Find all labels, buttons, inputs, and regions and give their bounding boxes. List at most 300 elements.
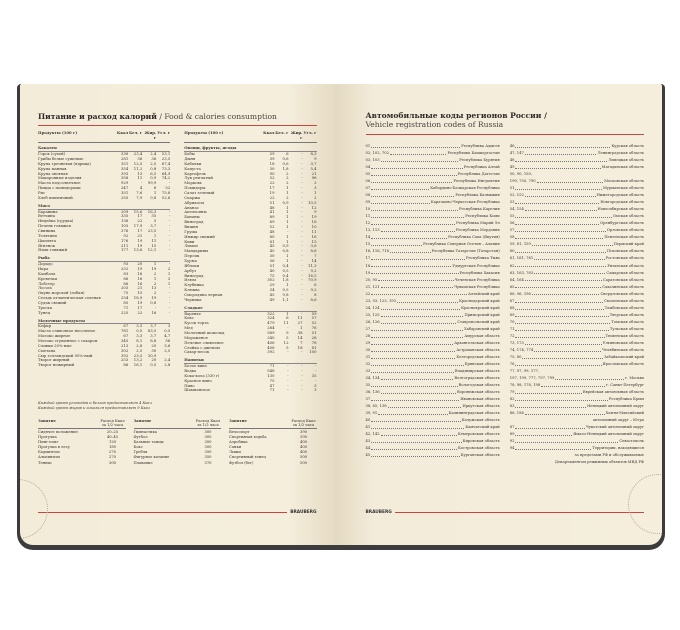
table-header bbox=[38, 131, 170, 143]
food-value: 51 bbox=[269, 199, 275, 205]
region-code-row bbox=[366, 403, 500, 410]
region-code-row bbox=[366, 284, 500, 291]
food-value: 336 bbox=[121, 151, 129, 157]
region-name: Ростовская область bbox=[605, 256, 644, 261]
activity-name: Спортивная ходьба bbox=[229, 434, 267, 439]
leader-dots bbox=[371, 224, 455, 225]
food-value: 9 bbox=[314, 209, 317, 215]
food-name: Крупа гречневая (ядрица) bbox=[38, 160, 91, 166]
food-value: - bbox=[301, 253, 303, 259]
food-value: 0,4 bbox=[282, 262, 289, 268]
food-value: 22 bbox=[137, 309, 143, 315]
food-value: - bbox=[301, 262, 303, 268]
region-name: Республика Дагестан bbox=[457, 172, 500, 177]
food-name: Мороженое bbox=[184, 334, 208, 340]
food-value: 45 bbox=[269, 248, 275, 254]
food-value: 36 bbox=[137, 155, 143, 161]
brauberg-logo: BRAUBERG bbox=[365, 509, 392, 515]
food-name: Молоко жирное bbox=[38, 333, 71, 339]
food-value: - bbox=[301, 272, 303, 278]
food-value: - bbox=[301, 387, 303, 393]
region-name: Еврейская автономная область bbox=[582, 390, 644, 395]
food-value: 6 bbox=[286, 315, 289, 321]
leader-dots bbox=[534, 259, 605, 260]
leader-dots bbox=[381, 379, 454, 380]
food-value: 51 bbox=[269, 262, 275, 268]
section-heading: Бакалея bbox=[38, 146, 170, 152]
table-header bbox=[184, 131, 316, 143]
food-value: 99,9 bbox=[147, 180, 157, 186]
food-value: - bbox=[287, 349, 289, 355]
region-name: Саратовская область bbox=[602, 277, 644, 282]
region-name: г. Санкт-Петербург bbox=[605, 383, 644, 388]
food-name: Яблоки bbox=[184, 262, 200, 268]
activity-name: Гребля bbox=[133, 450, 148, 455]
activity-kcal: 500 bbox=[299, 460, 308, 465]
food-value: 67 bbox=[123, 333, 129, 339]
food-value: 209 bbox=[121, 208, 129, 214]
leader-dots bbox=[525, 414, 605, 415]
food-name: Клубника bbox=[184, 282, 204, 288]
food-name: Мандарины bbox=[184, 248, 209, 254]
column-header: Продукты (100 г) bbox=[184, 130, 224, 136]
food-name: Варенье bbox=[184, 310, 201, 316]
column-header: Бел. г bbox=[275, 130, 289, 136]
food-value: 70,9 bbox=[308, 277, 317, 283]
food-value: 0,5 bbox=[136, 328, 143, 334]
food-value: 9,2 bbox=[310, 267, 317, 273]
food-value: 36 bbox=[151, 155, 157, 161]
region-code-row bbox=[366, 178, 500, 185]
food-value: 3,6 bbox=[310, 243, 317, 249]
region-name: Ханты-Мансийский bbox=[605, 411, 644, 416]
region-name: Республика Башкортостан bbox=[447, 151, 500, 155]
food-name: Цыплята bbox=[38, 237, 57, 243]
region-code-row bbox=[510, 319, 644, 326]
region-name: Кабардино-Балкарская Республика bbox=[430, 186, 500, 191]
food-value: - bbox=[301, 204, 303, 210]
food-name: Сахар-песок bbox=[184, 349, 210, 355]
food-value: - bbox=[301, 209, 303, 215]
food-name: Бананы bbox=[184, 214, 200, 220]
food-name: Кока-кола (330 г) bbox=[184, 372, 220, 378]
food-value: 2,5 bbox=[136, 347, 143, 353]
food-name: Грибы белые сушеные bbox=[38, 155, 84, 161]
food-value: 14 bbox=[297, 334, 303, 340]
food-name: Камбала bbox=[38, 270, 56, 276]
region-code-row bbox=[510, 234, 644, 241]
food-value: 12 bbox=[311, 204, 317, 210]
food-value: 20 bbox=[151, 342, 157, 348]
food-value: - bbox=[301, 228, 303, 234]
food-value: 16 bbox=[137, 280, 143, 286]
food-value: 16 bbox=[311, 219, 317, 225]
activity-table bbox=[134, 419, 222, 466]
region-code: 27 bbox=[365, 326, 371, 331]
region-name: Омская область bbox=[612, 214, 644, 219]
food-value: - bbox=[301, 296, 303, 302]
region-code-row bbox=[366, 396, 500, 403]
region-code-row bbox=[366, 227, 500, 234]
region-code-row bbox=[366, 431, 500, 438]
region-name: Иркутская область bbox=[462, 404, 500, 409]
food-value: 324 bbox=[267, 315, 275, 321]
food-name: Треска bbox=[38, 304, 52, 310]
region-name: Кировская область bbox=[462, 439, 500, 444]
bottom-divider bbox=[395, 512, 644, 513]
food-value: - bbox=[287, 382, 289, 388]
section-heading: Молочные продукты bbox=[38, 319, 170, 325]
food-value: - bbox=[301, 194, 303, 200]
region-code: 31 bbox=[365, 354, 371, 359]
food-value: 89 bbox=[269, 214, 275, 220]
region-code: 05 bbox=[365, 172, 371, 177]
food-value: - bbox=[140, 180, 143, 186]
leader-dots bbox=[525, 210, 597, 211]
food-value: 46 bbox=[269, 204, 275, 210]
food-name: Апельсины bbox=[184, 209, 207, 215]
food-value: 78 bbox=[311, 339, 317, 345]
region-name: Севастополь bbox=[619, 439, 644, 444]
region-code: 28 bbox=[365, 333, 371, 338]
activity-kcal: 180 bbox=[108, 445, 117, 450]
page-footer bbox=[366, 500, 645, 515]
food-name: Абрикосы bbox=[184, 199, 205, 205]
region-code-row bbox=[366, 424, 500, 431]
region-name: Республика Тыва bbox=[466, 256, 500, 261]
title-divider bbox=[366, 134, 645, 135]
food-value: 20 bbox=[137, 261, 143, 267]
food-value: 1 bbox=[153, 275, 157, 281]
region-name: Владимирская область bbox=[454, 368, 500, 373]
region-code-row bbox=[366, 354, 500, 361]
leader-dots bbox=[371, 189, 429, 190]
activity-name: Пинг-понг bbox=[38, 439, 59, 444]
food-value: 47 bbox=[269, 382, 275, 388]
region-code-row bbox=[510, 410, 644, 417]
food-value: 351 bbox=[121, 189, 129, 195]
region-code-row bbox=[366, 220, 500, 227]
food-value: - bbox=[301, 248, 303, 254]
food-value: 18 bbox=[269, 160, 275, 166]
food-value: - bbox=[168, 247, 171, 253]
food-value: 3,7 bbox=[150, 323, 157, 329]
region-code-row bbox=[366, 375, 500, 382]
food-value: 1 bbox=[153, 189, 157, 195]
food-name: Язык говяжий bbox=[38, 247, 68, 253]
leader-dots bbox=[515, 442, 618, 443]
food-value: 1 bbox=[286, 185, 289, 191]
food-value: 19 bbox=[137, 265, 143, 271]
leader-dots bbox=[371, 182, 452, 183]
food-value: 0,9 bbox=[282, 199, 289, 205]
food-value: 64,9 bbox=[161, 170, 171, 176]
food-name: Лук репчатый bbox=[184, 175, 213, 181]
codes-column-left bbox=[366, 143, 500, 459]
food-value: - bbox=[168, 261, 171, 267]
food-value: 8,1 bbox=[136, 338, 143, 343]
food-value: 59 bbox=[269, 151, 275, 157]
activity-kcal: 270 bbox=[108, 455, 117, 460]
food-value: - bbox=[287, 377, 289, 383]
activity-kcal: 300 bbox=[204, 434, 212, 439]
food-name: Сметана bbox=[38, 347, 56, 353]
food-value: 15 bbox=[137, 290, 143, 296]
activity-row bbox=[38, 461, 126, 466]
food-name: Хлеб пшеничный bbox=[38, 194, 73, 200]
region-name: Мурманская область bbox=[603, 186, 644, 191]
region-name: Новгородская область bbox=[600, 200, 644, 205]
leader-dots bbox=[515, 365, 601, 366]
food-name: Виноград bbox=[184, 219, 204, 225]
food-value: 302 bbox=[267, 277, 275, 283]
food-name: Водка bbox=[184, 368, 197, 374]
food-value: 53,1 bbox=[161, 151, 171, 157]
food-value: 3,7 bbox=[150, 223, 157, 229]
leader-dots bbox=[537, 182, 604, 183]
activity-name: Аэробика bbox=[229, 439, 248, 444]
bottom-divider bbox=[38, 512, 287, 513]
region-code: 41 bbox=[365, 425, 371, 430]
region-code-row bbox=[510, 150, 644, 157]
title-en: Vehicle registration codes of Russia bbox=[365, 120, 504, 130]
food-name: Арбуз bbox=[184, 267, 197, 273]
region-code-row bbox=[366, 213, 500, 220]
food-value: 479 bbox=[267, 320, 275, 326]
food-value: 0,6 bbox=[282, 155, 289, 161]
food-value: 52 bbox=[165, 185, 171, 191]
activity-name: Бокс bbox=[133, 445, 143, 450]
activity-name: Велоспорт bbox=[229, 429, 250, 434]
activity-kcal: 500 bbox=[299, 455, 308, 460]
region-code: 17 bbox=[365, 256, 371, 261]
section-heading: Сладкое bbox=[184, 306, 316, 312]
food-value: 76 bbox=[311, 325, 317, 331]
region-name: Челябинская область bbox=[602, 347, 644, 352]
region-code: 19 bbox=[365, 270, 371, 275]
food-name: Лобстер bbox=[38, 280, 55, 286]
region-code: 190, 750, 790 bbox=[509, 179, 536, 184]
column-header: Бел. г bbox=[128, 130, 143, 136]
activity-column-header: Занятие bbox=[229, 418, 247, 423]
food-value: 8,3 bbox=[310, 151, 317, 157]
region-code: 52, 152 bbox=[509, 193, 524, 198]
leader-dots bbox=[515, 302, 602, 303]
region-code-row bbox=[366, 326, 500, 333]
leader-dots bbox=[534, 273, 605, 274]
leader-dots bbox=[515, 323, 610, 324]
food-value: 1,8 bbox=[282, 277, 289, 283]
food-name: Персик bbox=[184, 253, 200, 259]
food-value: 406 bbox=[267, 339, 275, 345]
activity-header bbox=[134, 419, 222, 429]
region-code: 94 bbox=[509, 446, 515, 451]
leader-dots bbox=[371, 351, 455, 352]
food-value: 83,5 bbox=[147, 328, 157, 334]
leader-dots bbox=[371, 337, 463, 338]
region-name: автономный округ – Югра bbox=[592, 418, 644, 423]
region-name: Сахалинская область bbox=[602, 284, 644, 289]
food-value: 2,8 bbox=[136, 342, 143, 348]
activity-table bbox=[38, 419, 126, 466]
region-code-row bbox=[510, 164, 644, 171]
region-name: Республика Саха (Якутия) bbox=[448, 235, 500, 240]
region-code-row bbox=[366, 171, 500, 178]
food-value: 0,9 bbox=[282, 243, 289, 249]
page-footer bbox=[38, 500, 317, 515]
food-value: 225 bbox=[121, 309, 129, 315]
region-code-row bbox=[366, 389, 500, 396]
activity-name: Гимнастика bbox=[133, 429, 157, 434]
food-value: 1 bbox=[286, 209, 289, 215]
activity-kcal: 400 bbox=[299, 445, 308, 450]
leader-dots bbox=[381, 323, 457, 324]
region-code-row bbox=[366, 150, 500, 157]
leader-dots bbox=[515, 266, 606, 267]
food-value: 253 bbox=[121, 357, 129, 363]
region-code-row bbox=[366, 347, 500, 354]
region-code-row bbox=[510, 347, 644, 354]
food-value: 276 bbox=[121, 227, 129, 233]
region-name: за пределами РФ и обслуживаемые bbox=[574, 453, 644, 458]
food-value: 1 bbox=[286, 253, 289, 259]
food-name: Морковь bbox=[184, 180, 202, 186]
food-value: 23,5 bbox=[147, 227, 157, 233]
food-value: 408 bbox=[267, 344, 275, 350]
food-value: 38 bbox=[297, 330, 303, 335]
region-code: 44 bbox=[365, 446, 371, 451]
activity-row bbox=[134, 461, 222, 466]
region-code-row bbox=[510, 333, 644, 340]
food-value: - bbox=[301, 287, 303, 293]
food-value: - bbox=[287, 325, 289, 331]
region-code-row bbox=[366, 192, 500, 199]
food-value: 20 bbox=[151, 357, 157, 363]
food-row bbox=[184, 388, 316, 393]
activity-kcal: 120 bbox=[108, 439, 117, 444]
region-code: 86, 186 bbox=[509, 411, 524, 416]
region-name: Республика Коми bbox=[465, 214, 500, 219]
food-name: Белое вино bbox=[184, 363, 207, 369]
food-value: 255 bbox=[121, 194, 129, 200]
region-name: Архангельская область bbox=[454, 340, 500, 345]
food-row bbox=[38, 311, 170, 316]
leader-dots bbox=[371, 245, 422, 246]
food-value: 6 bbox=[286, 151, 289, 157]
activity-table bbox=[229, 419, 317, 466]
leader-dots bbox=[525, 196, 596, 197]
leader-dots bbox=[371, 358, 455, 359]
leader-dots bbox=[515, 407, 586, 408]
food-name: Креветки bbox=[38, 275, 58, 281]
food-value: 86 bbox=[123, 275, 129, 281]
food-value: 34 bbox=[269, 287, 275, 293]
food-value: 8,6 bbox=[310, 296, 317, 302]
region-name: Нижегородская область bbox=[596, 193, 644, 198]
activity-name: Бадминтон bbox=[38, 450, 60, 455]
food-value: 8 bbox=[314, 291, 317, 297]
food-value: 81 bbox=[311, 344, 317, 350]
food-value: - bbox=[168, 299, 171, 305]
brauberg-logo: BRAUBERG bbox=[290, 509, 317, 515]
region-code: 54, 154 bbox=[509, 207, 524, 212]
region-code: 39, 91 bbox=[365, 411, 378, 416]
food-row bbox=[184, 350, 316, 355]
food-name: Ананас bbox=[184, 204, 199, 210]
column-header: Ккал bbox=[263, 130, 275, 136]
region-name: Калужская область bbox=[461, 418, 500, 423]
food-name: Груша bbox=[184, 228, 198, 234]
food-value: 1 bbox=[286, 310, 289, 316]
leader-dots bbox=[371, 365, 464, 366]
region-code: 06 bbox=[365, 179, 371, 184]
region-code-row bbox=[510, 340, 644, 347]
food-value: - bbox=[315, 377, 317, 383]
region-name: Республика Марий Эл bbox=[456, 221, 500, 226]
food-value: 67,4 bbox=[161, 160, 171, 166]
activity-kcal: 350 bbox=[204, 450, 212, 455]
food-value: - bbox=[301, 160, 303, 166]
food-name: Спаржа bbox=[184, 194, 201, 200]
region-code-row bbox=[366, 312, 500, 319]
activity-name: Футбол bbox=[133, 434, 148, 439]
food-value: 45 bbox=[269, 243, 275, 249]
food-value: 2 bbox=[286, 170, 289, 176]
region-name: Курганская область bbox=[460, 453, 500, 458]
food-value: 41 bbox=[269, 209, 275, 215]
food-value: 252 bbox=[121, 265, 129, 271]
region-code-row bbox=[510, 284, 644, 291]
food-value: 16,5 bbox=[308, 272, 317, 278]
region-code: 32 bbox=[365, 361, 371, 366]
food-name: Крупа овсяная bbox=[38, 170, 68, 176]
region-code-row bbox=[510, 157, 644, 164]
food-value: - bbox=[168, 309, 171, 315]
region-name: Удмуртская Республика bbox=[452, 263, 500, 268]
food-value: 6 bbox=[153, 185, 157, 191]
food-value: 6 bbox=[314, 282, 317, 288]
food-value: 21 bbox=[137, 285, 143, 291]
region-name: Астраханская область bbox=[456, 347, 500, 352]
region-code-row bbox=[366, 270, 500, 277]
food-name: Лимон bbox=[184, 243, 198, 249]
food-name: Сельдь атлантическая соленая bbox=[38, 295, 101, 301]
region-code: 83 bbox=[509, 404, 515, 409]
food-value: - bbox=[301, 238, 303, 244]
region-code: 16, 116, 716 bbox=[365, 249, 389, 254]
region-code-row bbox=[366, 255, 500, 262]
region-code-row bbox=[366, 157, 500, 164]
region-name: Московская область bbox=[604, 179, 644, 184]
leader-dots bbox=[532, 245, 613, 246]
food-value: 13,2 bbox=[133, 357, 143, 363]
leader-dots bbox=[515, 330, 608, 331]
leader-dots bbox=[371, 217, 464, 218]
activity-kcal: 300 bbox=[108, 460, 117, 465]
region-code-row bbox=[510, 354, 644, 361]
region-code: 76 bbox=[509, 361, 515, 366]
region-code-row bbox=[366, 185, 500, 192]
food-value: 1 bbox=[153, 232, 157, 238]
region-code: 48 bbox=[509, 158, 515, 163]
food-value: 61 bbox=[269, 238, 275, 244]
food-name: Дорадо bbox=[38, 261, 53, 267]
food-value: 7,9 bbox=[136, 194, 143, 200]
food-value: 0,8 bbox=[282, 248, 289, 254]
food-value: 3 bbox=[167, 323, 171, 329]
leader-dots bbox=[534, 351, 601, 352]
activity-name: Бальные танцы bbox=[133, 439, 164, 444]
